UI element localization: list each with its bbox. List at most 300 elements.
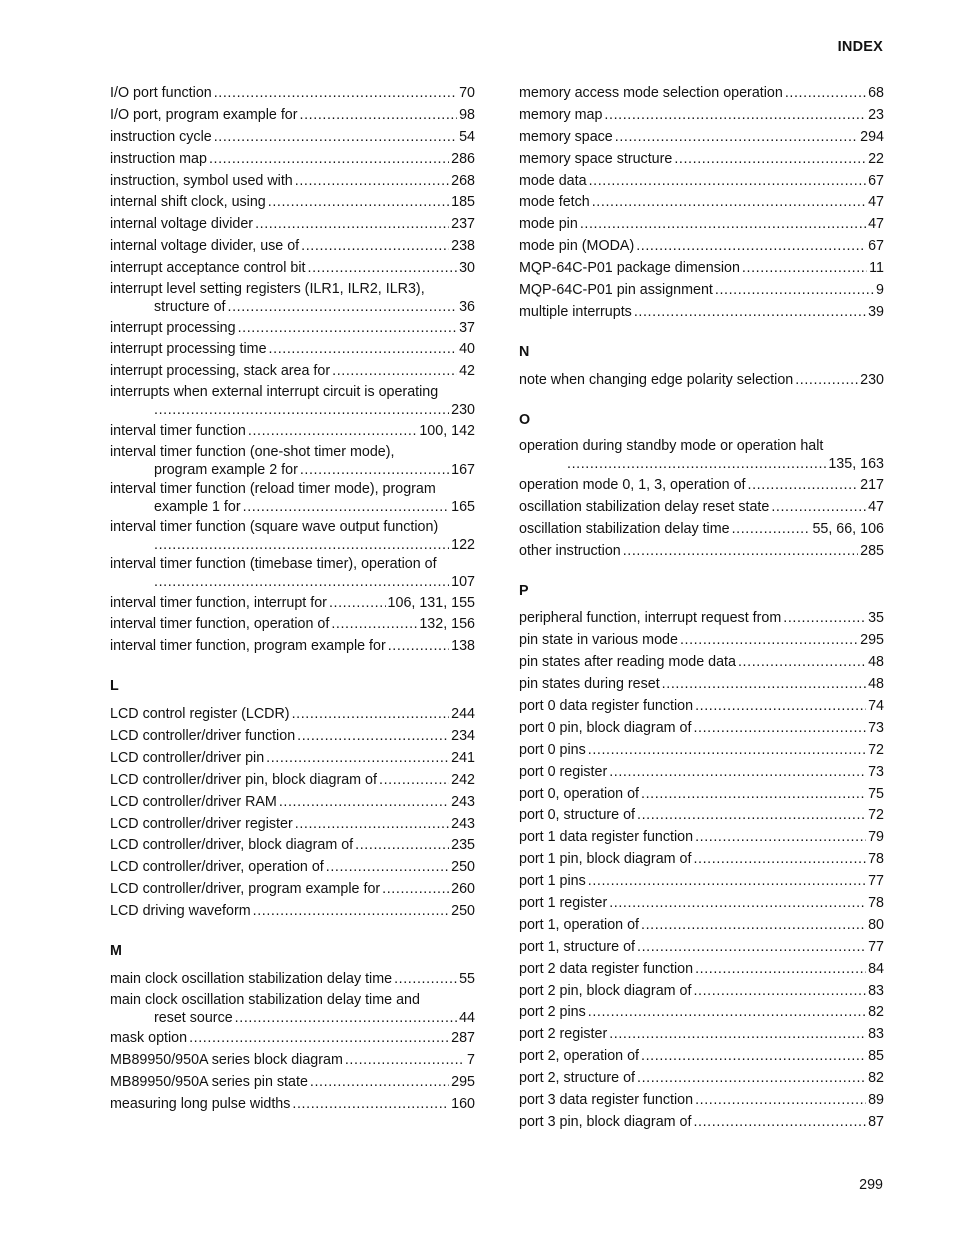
index-entry <box>110 704 475 726</box>
index-entry-line <box>519 149 884 171</box>
leader-dots <box>308 258 458 280</box>
leader-dots <box>235 1009 457 1029</box>
entry-term: measuring long pulse widths <box>110 1096 291 1112</box>
leader-dots <box>695 1090 866 1112</box>
entry-term: memory space structure <box>519 150 673 167</box>
leader-dots <box>715 280 874 302</box>
entry-term: oscillation stabilization delay reset state <box>519 498 770 515</box>
leader-dots <box>228 298 458 318</box>
leader-dots <box>637 1068 866 1090</box>
entry-term: LCD controller/driver pin <box>110 749 265 766</box>
entry-term: internal voltage divider, use of <box>110 238 300 255</box>
entry-page: 106, 131, 155 <box>387 594 475 611</box>
entry-page: 77 <box>868 938 884 955</box>
entry-term: note when changing edge polarity selection <box>519 371 794 388</box>
index-entry-line <box>519 171 884 193</box>
entry-term: interval timer function (reload timer mode), program <box>110 481 436 498</box>
leader-dots <box>255 214 449 236</box>
index-entry <box>110 480 475 518</box>
entry-term: port 1 register <box>519 895 608 911</box>
entry-term: other instruction <box>519 542 621 559</box>
index-entry-line <box>110 171 475 193</box>
leader-dots <box>742 258 867 280</box>
index-entry-line <box>519 608 884 630</box>
entry-page: 160 <box>451 1096 475 1112</box>
index-entry-line <box>519 127 884 149</box>
index-entry <box>519 1046 884 1068</box>
section-letter: N <box>519 343 530 360</box>
leader-dots <box>604 105 866 127</box>
entry-page: 47 <box>868 216 884 233</box>
entry-term: interval timer function, operation of <box>110 616 330 633</box>
index-entry <box>110 814 475 836</box>
index-entry-line <box>519 1002 884 1024</box>
entry-term: main clock oscillation stabilization delay time and <box>110 991 420 1008</box>
leader-dots <box>214 83 457 105</box>
entry-term: port 1 pin, block diagram of <box>519 851 692 868</box>
leader-dots <box>331 614 417 636</box>
index-entry <box>519 608 884 630</box>
index-entry-line <box>110 1009 475 1029</box>
index-entry <box>519 959 884 981</box>
entry-term: memory map <box>519 106 603 123</box>
index-entry-line <box>110 792 475 814</box>
leader-dots <box>268 192 449 214</box>
leader-dots <box>783 608 866 630</box>
entry-term: port 2 pins <box>519 1004 586 1021</box>
index-entry <box>110 636 475 658</box>
entry-page: 243 <box>451 793 475 810</box>
entry-term: instruction cycle <box>110 128 212 145</box>
entry-term: LCD controller/driver, operation of <box>110 859 324 876</box>
entry-page: 250 <box>451 903 475 920</box>
leader-dots <box>609 762 866 784</box>
index-entry-line <box>110 1094 475 1116</box>
entry-page: 260 <box>451 881 475 898</box>
leader-dots <box>154 573 449 593</box>
index-entry-line <box>519 541 884 563</box>
leader-dots <box>637 937 866 959</box>
index-entry <box>519 192 884 214</box>
leader-dots <box>238 318 458 340</box>
index-entry-line <box>519 718 884 740</box>
index-entry-line <box>519 1024 884 1046</box>
index-entry <box>519 105 884 127</box>
index-entry <box>519 149 884 171</box>
entry-term: operation during standby mode or operation halt <box>519 438 824 455</box>
entry-page: 82 <box>868 1004 884 1021</box>
index-entry <box>519 437 884 475</box>
index-entry-line <box>519 519 884 541</box>
section-letter: P <box>519 582 529 599</box>
index-entry <box>519 541 884 563</box>
index-entry <box>110 149 475 171</box>
index-entry <box>110 383 475 421</box>
index-entry <box>519 214 884 236</box>
index-entry <box>110 171 475 193</box>
index-entry <box>519 1090 884 1112</box>
leader-dots <box>695 696 866 718</box>
entry-page: 42 <box>459 363 475 380</box>
entry-page: 87 <box>868 1113 884 1130</box>
leader-dots <box>243 498 450 518</box>
index-entry-line <box>519 370 884 392</box>
index-entry-line <box>519 805 884 827</box>
entry-page: 250 <box>451 859 475 876</box>
entry-page: 107 <box>451 574 475 591</box>
index-column-right <box>519 83 884 1134</box>
leader-dots <box>641 1046 866 1068</box>
index-entry <box>519 83 884 105</box>
leader-dots <box>623 541 858 563</box>
leader-dots <box>310 1072 449 1094</box>
entry-term-continued: reset source <box>154 1009 233 1026</box>
entry-page: 72 <box>868 807 884 824</box>
index-entry-line <box>519 762 884 784</box>
entry-term: main clock oscillation stabilization delay time <box>110 970 393 987</box>
index-entry <box>519 915 884 937</box>
entry-term: mode data <box>519 172 587 189</box>
leader-dots <box>248 421 417 443</box>
index-entry-line <box>519 83 884 105</box>
entry-term: MB89950/950A series block diagram <box>110 1052 343 1069</box>
entry-term: port 1, structure of <box>519 938 636 955</box>
entry-page: 185 <box>451 194 475 211</box>
leader-dots <box>674 149 866 171</box>
entry-page: 48 <box>868 654 884 671</box>
leader-dots <box>785 83 866 105</box>
index-entry <box>110 555 475 593</box>
entry-page: 68 <box>868 85 884 101</box>
entry-term: interrupt acceptance control bit <box>110 260 306 277</box>
index-entry <box>519 762 884 784</box>
leader-dots <box>738 652 866 674</box>
entry-term: port 3 pin, block diagram of <box>519 1113 692 1130</box>
leader-dots <box>266 748 449 770</box>
entry-page: 230 <box>451 402 475 419</box>
entry-term: LCD driving waveform <box>110 903 251 920</box>
index-entry <box>519 718 884 740</box>
section-letter: M <box>110 943 122 960</box>
leader-dots <box>189 1028 449 1050</box>
index-entry <box>519 1024 884 1046</box>
leader-dots <box>332 361 457 383</box>
index-entry <box>519 258 884 280</box>
entry-page: 98 <box>459 106 475 123</box>
index-entry-line <box>519 674 884 696</box>
entry-term: mode pin (MODA) <box>519 238 635 255</box>
leader-dots <box>637 805 866 827</box>
index-entry-line <box>110 236 475 258</box>
leader-dots <box>693 849 866 871</box>
leader-dots <box>300 105 458 127</box>
index-entry-line <box>110 149 475 171</box>
index-entry <box>110 518 475 556</box>
entry-page: 243 <box>451 815 475 832</box>
entry-page: 55, 66, 106 <box>812 520 884 537</box>
entry-page: 35 <box>868 610 884 627</box>
leader-dots <box>329 593 386 615</box>
entry-page: 79 <box>868 829 884 846</box>
index-entry-line <box>519 258 884 280</box>
entry-page: 244 <box>451 706 475 723</box>
index-entry-line <box>110 593 475 615</box>
entry-page: 82 <box>868 1070 884 1087</box>
index-entry <box>519 937 884 959</box>
index-entry-line <box>110 770 475 792</box>
index-entry <box>110 1094 475 1116</box>
leader-dots <box>693 1112 866 1134</box>
leader-dots <box>634 302 866 324</box>
leader-dots <box>300 461 449 481</box>
leader-dots <box>382 879 449 901</box>
entry-page: 268 <box>451 172 475 189</box>
leader-dots <box>615 127 858 149</box>
entry-term: operation mode 0, 1, 3, operation of <box>519 476 746 493</box>
index-entry-line <box>110 298 475 318</box>
index-entry-line <box>519 105 884 127</box>
leader-dots <box>297 726 449 748</box>
index-entry-line <box>110 280 475 298</box>
entry-term: mode fetch <box>519 194 590 211</box>
index-entry-line <box>519 437 884 455</box>
entry-page: 7 <box>467 1052 475 1069</box>
index-entry-line <box>519 652 884 674</box>
index-entry <box>110 969 475 991</box>
entry-term: MB89950/950A series pin state <box>110 1074 308 1091</box>
entry-term: port 2, structure of <box>519 1070 636 1087</box>
entry-page: 242 <box>451 771 475 788</box>
index-entry <box>110 748 475 770</box>
entry-page: 83 <box>868 982 884 999</box>
leader-dots <box>641 784 866 806</box>
entry-term: interrupt level setting registers (ILR1, ILR2, ILR3), <box>110 281 425 298</box>
index-entry <box>519 1068 884 1090</box>
index-entry-line <box>519 192 884 214</box>
entry-page: 48 <box>868 676 884 693</box>
index-entry-line <box>110 704 475 726</box>
entry-page: 55 <box>459 970 475 987</box>
entry-term: port 2, operation of <box>519 1048 640 1065</box>
entry-page: 70 <box>459 85 475 101</box>
entry-page: 294 <box>860 128 884 145</box>
entry-term: LCD controller/driver register <box>110 815 293 832</box>
index-entry <box>519 302 884 324</box>
section-letter: L <box>110 678 119 695</box>
leader-dots <box>379 770 449 792</box>
entry-page: 89 <box>868 1092 884 1109</box>
entry-term: MQP-64C-P01 package dimension <box>519 260 740 277</box>
index-entry-line <box>519 871 884 893</box>
leader-dots <box>695 959 866 981</box>
entry-page: 77 <box>868 873 884 890</box>
index-entry <box>519 127 884 149</box>
entry-page: 167 <box>451 461 475 478</box>
entry-page: 241 <box>451 749 475 766</box>
index-entry-line <box>110 1072 475 1094</box>
entry-page: 285 <box>860 542 884 559</box>
entry-page: 80 <box>868 916 884 933</box>
index-entry-line <box>519 1046 884 1068</box>
index-header: INDEX <box>837 39 883 55</box>
index-entry <box>519 849 884 871</box>
entry-page: 78 <box>868 851 884 868</box>
leader-dots <box>588 1002 866 1024</box>
index-entry <box>110 835 475 857</box>
entry-page: 73 <box>868 763 884 780</box>
entry-term: I/O port function <box>110 85 212 101</box>
index-entry-line <box>110 614 475 636</box>
index-entry <box>110 127 475 149</box>
leader-dots <box>292 1094 449 1116</box>
index-entry <box>110 770 475 792</box>
entry-page: 135, 163 <box>828 456 884 473</box>
leader-dots <box>662 674 866 696</box>
index-entry-line <box>519 497 884 519</box>
index-entry <box>110 879 475 901</box>
leader-dots <box>301 236 449 258</box>
leader-dots <box>695 827 866 849</box>
index-entry <box>519 740 884 762</box>
entry-page: 138 <box>451 638 475 655</box>
index-entry <box>110 593 475 615</box>
entry-term: port 0, operation of <box>519 785 640 802</box>
entry-page: 295 <box>451 1074 475 1091</box>
index-entry-line <box>110 339 475 361</box>
index-entry-line <box>110 258 475 280</box>
index-entry <box>110 318 475 340</box>
index-entry-line <box>519 981 884 1003</box>
entry-term-continued: structure of <box>154 299 226 316</box>
entry-term: LCD controller/driver pin, block diagram of <box>110 771 377 788</box>
entry-page: 295 <box>860 632 884 649</box>
entry-term: interrupt processing <box>110 319 236 336</box>
leader-dots <box>588 871 866 893</box>
leader-dots <box>580 214 866 236</box>
entry-term: memory access mode selection operation <box>519 85 783 101</box>
index-entry <box>110 1050 475 1072</box>
index-entry <box>519 805 884 827</box>
index-entry-line <box>519 915 884 937</box>
index-entry-line <box>110 480 475 498</box>
index-entry <box>519 370 884 392</box>
leader-dots <box>567 455 826 475</box>
entry-page: 9 <box>876 282 884 299</box>
index-entry <box>519 519 884 541</box>
entry-page: 22 <box>868 150 884 167</box>
index-entry-line <box>110 879 475 901</box>
entry-page: 75 <box>868 785 884 802</box>
entry-page: 84 <box>868 960 884 977</box>
entry-term: LCD controller/driver RAM <box>110 793 277 810</box>
index-entry <box>519 652 884 674</box>
index-entry-line <box>110 901 475 923</box>
index-entry <box>110 726 475 748</box>
index-entry-line <box>519 959 884 981</box>
entry-term: multiple interrupts <box>519 303 632 320</box>
leader-dots <box>253 901 450 923</box>
index-entry <box>519 497 884 519</box>
leader-dots <box>388 636 449 658</box>
index-entry-line <box>110 192 475 214</box>
entry-page: 11 <box>869 260 884 277</box>
index-entry <box>519 1002 884 1024</box>
leader-dots <box>154 536 449 556</box>
index-entry-line <box>519 455 884 475</box>
leader-dots <box>732 519 811 541</box>
index-entry <box>110 339 475 361</box>
entry-term-continued: example 1 for <box>154 499 241 516</box>
entry-term: LCD control register (LCDR) <box>110 706 290 723</box>
index-entry <box>110 1072 475 1094</box>
leader-dots <box>588 740 866 762</box>
index-entry-line <box>110 1028 475 1050</box>
entry-term: interrupt processing, stack area for <box>110 363 331 380</box>
entry-page: 165 <box>451 499 475 516</box>
index-entry <box>110 258 475 280</box>
entry-page: 39 <box>868 303 884 320</box>
index-entry-line <box>519 827 884 849</box>
index-entry-line <box>110 401 475 421</box>
entry-page: 73 <box>868 719 884 736</box>
leader-dots <box>269 339 458 361</box>
entry-page: 235 <box>451 837 475 854</box>
leader-dots <box>771 497 866 519</box>
entry-term-continued: program example 2 for <box>154 461 298 478</box>
entry-term: interrupt processing time <box>110 341 267 358</box>
leader-dots <box>641 915 866 937</box>
entry-page: 287 <box>451 1030 475 1047</box>
index-entry <box>110 443 475 481</box>
entry-page: 47 <box>868 498 884 515</box>
entry-page: 217 <box>860 476 884 493</box>
index-entry <box>110 192 475 214</box>
index-entry-line <box>110 726 475 748</box>
index-entry-line <box>519 696 884 718</box>
entry-term: port 0 pin, block diagram of <box>519 719 692 736</box>
leader-dots <box>214 127 457 149</box>
leader-dots <box>295 814 449 836</box>
index-entry-line <box>110 105 475 127</box>
leader-dots <box>592 192 866 214</box>
entry-term: interval timer function, interrupt for <box>110 594 327 611</box>
index-entry <box>519 674 884 696</box>
entry-page: 36 <box>459 299 475 316</box>
entry-term: memory space <box>519 128 613 145</box>
entry-page: 122 <box>451 536 475 553</box>
index-entry <box>110 105 475 127</box>
entry-page: 230 <box>860 371 884 388</box>
index-entry-line <box>519 302 884 324</box>
entry-term: port 2 data register function <box>519 960 694 977</box>
index-entry <box>110 901 475 923</box>
index-entry-line <box>519 1068 884 1090</box>
section-letter: O <box>519 411 531 428</box>
index-entry-line <box>110 748 475 770</box>
index-entry <box>519 871 884 893</box>
entry-term: port 0 pins <box>519 741 586 758</box>
entry-page: 286 <box>451 150 475 167</box>
index-entry-line <box>110 991 475 1009</box>
entry-term: LCD controller/driver, program example for <box>110 881 381 898</box>
entry-term: port 1 data register function <box>519 829 694 846</box>
index-entry-line <box>519 236 884 258</box>
entry-term: I/O port, program example for <box>110 106 298 123</box>
entry-page: 234 <box>451 728 475 745</box>
entry-term: mode pin <box>519 216 578 233</box>
index-entry <box>110 1028 475 1050</box>
index-entry-line <box>110 835 475 857</box>
